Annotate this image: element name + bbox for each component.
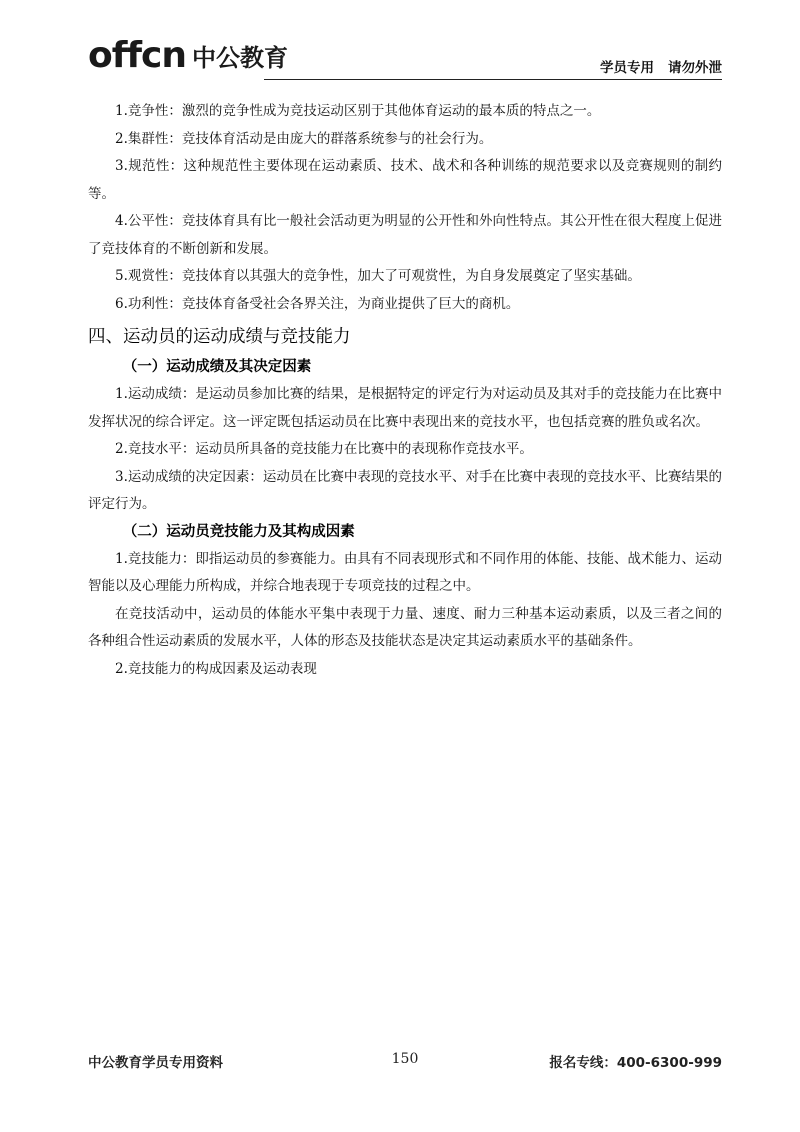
paragraph-competitive-ability: 1.竞技能力：即指运动员的参赛能力。由具有不同表现形式和不同作用的体能、技能、战术能力、运动智能以及心理能力所构成，并综合地表现于专项竞技的过程之中。 bbox=[88, 550, 722, 594]
footer-hotline: 报名专线：400-6300-999 bbox=[549, 1055, 722, 1071]
logo-chinese-text: 中公教育 bbox=[192, 44, 289, 72]
paragraph-competitiveness: 1.竞争性：激烈的竞争性成为竞技运动区别于其他体育运动的最本质的特点之一。 bbox=[115, 103, 601, 119]
section-heading: 四、运动员的运动成绩与竞技能力 bbox=[88, 327, 351, 347]
paragraph-collectivity: 2.集群性：竞技体育活动是由庞大的群落系统参与的社会行为。 bbox=[115, 130, 493, 147]
header-divider bbox=[264, 79, 722, 80]
logo-latin-text: offcn bbox=[88, 35, 187, 76]
header-tag-confidential: 请勿外泄 bbox=[668, 60, 722, 76]
page-footer bbox=[88, 1051, 722, 1071]
paragraph-determinants: 3.运动成绩的决定因素：运动员在比赛中表现的竞技水平、对手在比赛中表现的竞技水平、比赛结果的评定行为。 bbox=[88, 468, 722, 512]
paragraph-athletic-performance: 1.运动成绩：是运动员参加比赛的结果，是根据特定的评定行为对运动员及其对手的竞技能力在比赛中发挥状况的综合评定。这一评定既包括运动员在比赛中表现出来的竞技水平，也包括竞赛的胜负或名次。 bbox=[88, 386, 722, 430]
paragraph-normativity: 3.规范性：这种规范性主要体现在运动素质、技术、战术和各种训练的规范要求以及竞赛规则的制约等。 bbox=[88, 158, 722, 202]
paragraph-spectacle: 5.观赏性：竞技体育以其强大的竞争性，加大了可观赏性，为自身发展奠定了坚实基础。 bbox=[115, 268, 641, 284]
page-header bbox=[88, 28, 722, 80]
subsection-heading-1: （一）运动成绩及其决定因素 bbox=[122, 359, 312, 375]
subsection-heading-2: （二）运动员竞技能力及其构成因素 bbox=[122, 523, 355, 540]
page-content bbox=[88, 98, 722, 683]
paragraph-physical-fitness: 在竞技活动中，运动员的体能水平集中表现于力量、速度、耐力三种基本运动素质，以及三者之间的各种组合性运动素质的发展水平，人体的形态及技能状态是决定其运动素质水平的基础条件。 bbox=[88, 605, 722, 649]
offcn-logo bbox=[88, 32, 288, 76]
paragraph-competitive-level: 2.竞技水平：运动员所具备的竞技能力在比赛中的表现称作竞技水平。 bbox=[115, 441, 533, 457]
paragraph-ability-factors: 2.竞技能力的构成因素及运动表现 bbox=[115, 660, 317, 677]
header-tag-students: 学员专用 bbox=[600, 60, 654, 76]
page-number: 150 bbox=[391, 1051, 419, 1067]
header-tags bbox=[600, 56, 722, 76]
footer-left-text: 中公教育学员专用资料 bbox=[88, 1055, 223, 1071]
paragraph-utility: 6.功利性：竞技体育备受社会各界关注，为商业提供了巨大的商机。 bbox=[115, 295, 520, 312]
paragraph-fairness: 4.公平性：竞技体育具有比一般社会活动更为明显的公开性和外向性特点。其公开性在很大程度上促进了竞技体育的不断创新和发展。 bbox=[88, 213, 722, 257]
